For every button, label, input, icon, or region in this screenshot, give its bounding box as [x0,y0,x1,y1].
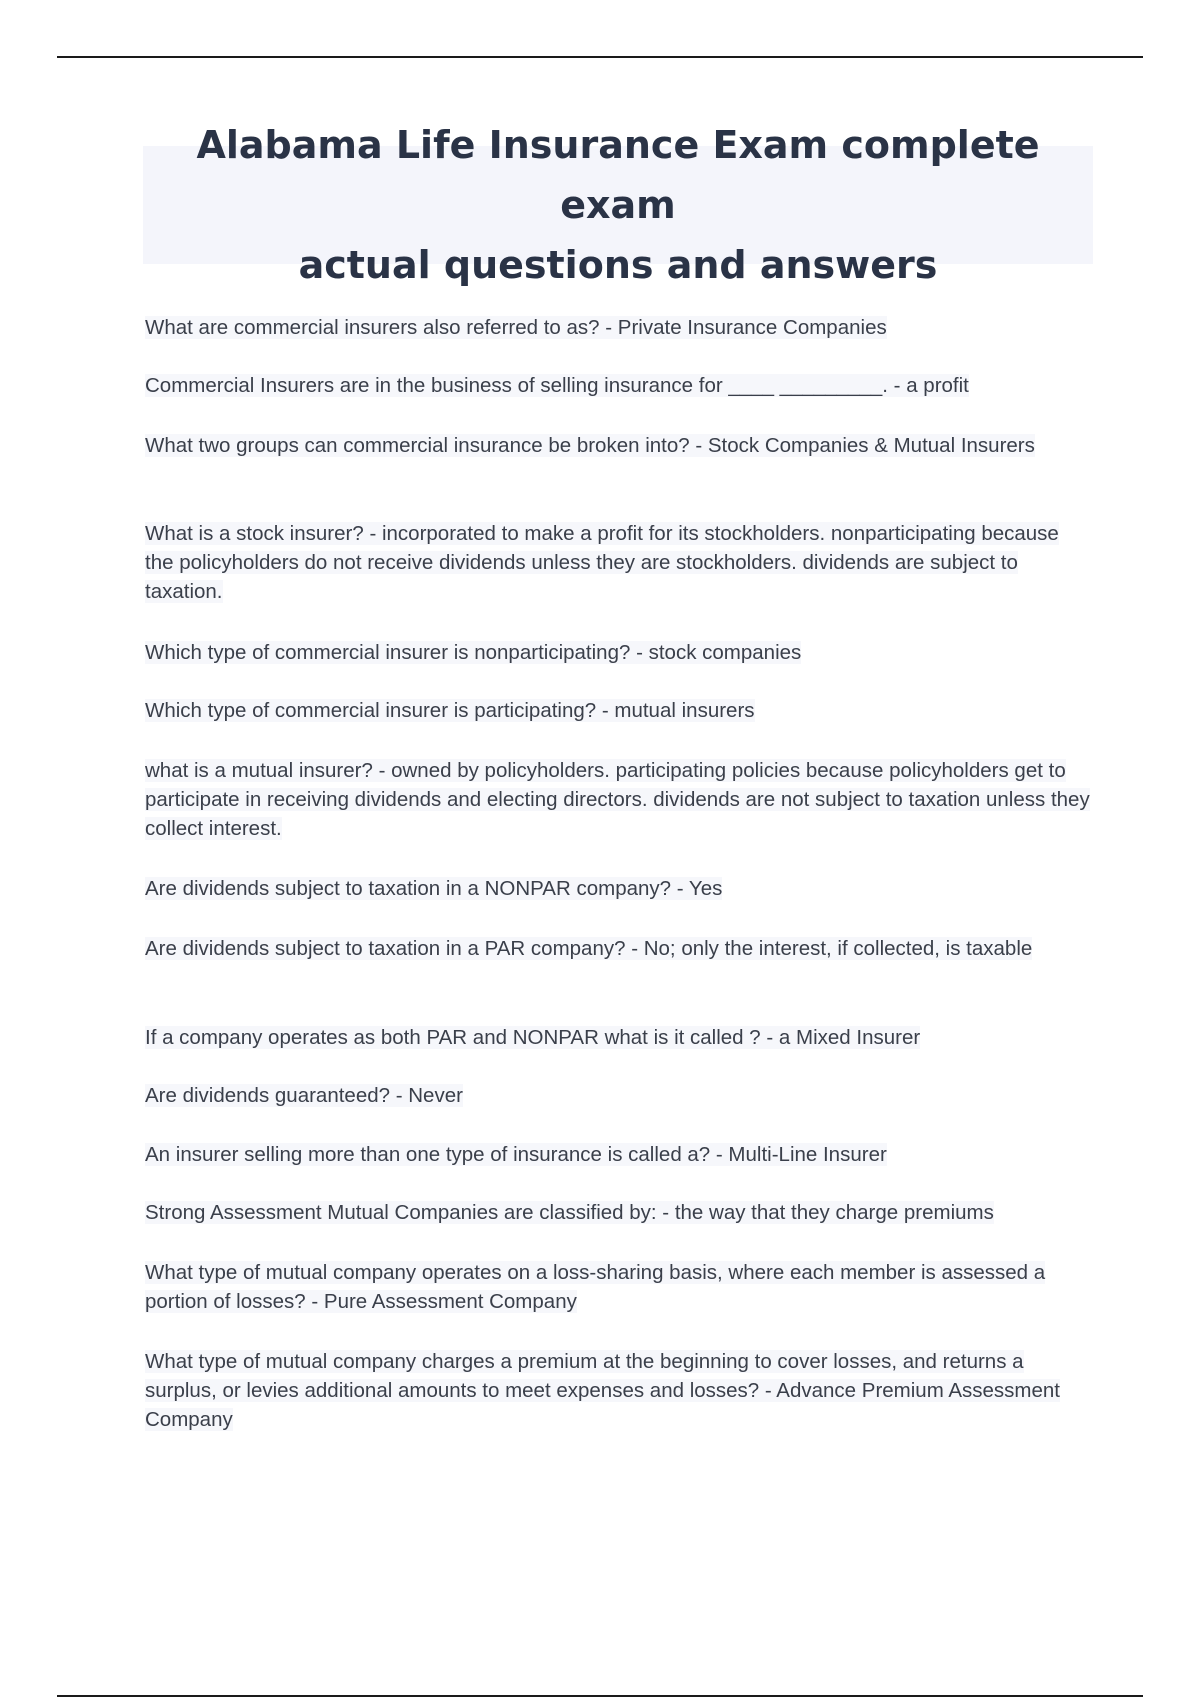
qa-item: Are dividends subject to taxation in a NONPAR company? - Yes [145,877,723,900]
header-rule [57,56,1143,58]
qa-item: If a company operates as both PAR and NONPAR what is it called ? - a Mixed Insurer [145,1026,921,1049]
qa-item: Commercial Insurers are in the business of selling insurance for ____ _________. - a profit [145,374,969,397]
page-title [143,115,1093,295]
title-line-2: actual questions and answers [298,243,938,287]
qa-item: An insurer selling more than one type of insurance is called a? - Multi-Line Insurer [145,1143,887,1166]
qa-item: What two groups can commercial insurance be broken into? - Stock Companies & Mutual Insurers [145,434,1035,457]
qa-item: What are commercial insurers also referred to as? - Private Insurance Companies [145,316,887,339]
qa-item: Strong Assessment Mutual Companies are classified by: - the way that they charge premiums [145,1201,994,1224]
qa-item: Which type of commercial insurer is participating? - mutual insurers [145,699,755,722]
footer-rule [57,1695,1143,1697]
qa-item: what is a mutual insurer? - owned by policyholders. participating policies because policyholders get to participate in receiving dividends and electing directors. dividends are not subject to taxation unless they collect interest. [145,759,1090,840]
qa-item: Are dividends guaranteed? - Never [145,1084,463,1107]
title-banner [143,123,1093,287]
qa-item: What type of mutual company operates on a loss-sharing basis, where each member is assessed a portion of losses? - Pure Assessment Company [145,1261,1046,1313]
qa-item: Which type of commercial insurer is nonparticipating? - stock companies [145,641,802,664]
qa-item: What type of mutual company charges a premium at the beginning to cover losses, and returns a surplus, or levies additional amounts to meet expenses and losses? - Advance Premium Assessment Company [145,1350,1060,1431]
title-line-1: Alabama Life Insurance Exam complete exam [196,123,1040,227]
qa-item: What is a stock insurer? - incorporated to make a profit for its stockholders. nonparticipating because the policyholders do not receive dividends unless they are stockholders. dividends are subject to taxation. [145,522,1059,603]
qa-item: Are dividends subject to taxation in a PAR company? - No; only the interest, if collected, is taxable [145,937,1033,960]
